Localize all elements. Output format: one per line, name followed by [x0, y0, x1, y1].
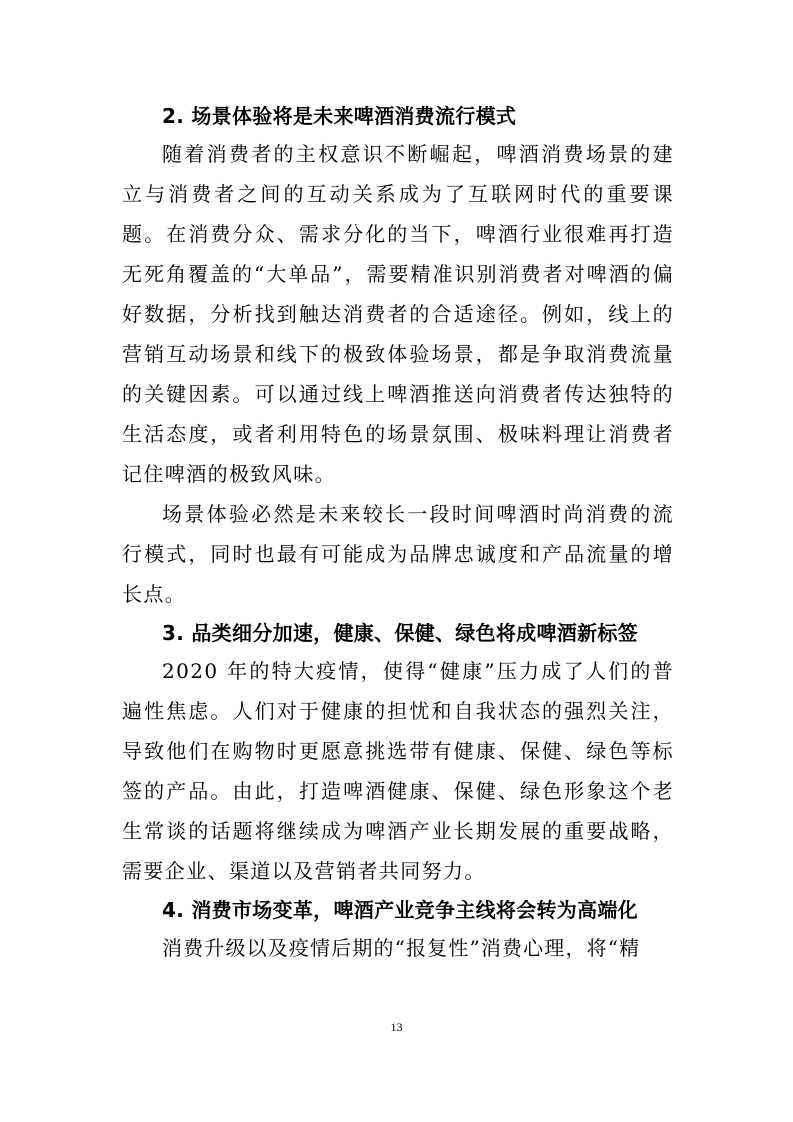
paragraph-category-segmentation-1: 2020 年的特大疫情，使得“健康”压力成了人们的普遍性焦虑。人们对于健康的担忧和自我状态的强烈关注，导致他们在购物时更愿意挑选带有健康、保健、绿色等标签的产品。由此，打造啤酒健康、保健、绿色形象这个老生常谈的话题将继续成为啤酒产业长期发展的重要战略，需要企业、渠道以及营销者共同努力。: [122, 659, 674, 883]
section-heading-category-segmentation: 3. 品类细分加速，健康、保健、绿色将成啤酒新标签: [162, 621, 638, 645]
section-heading-market-change: 4. 消费市场变革，啤酒产业竞争主线将会转为高端化: [162, 898, 638, 922]
paragraph-market-change-1: 消费升级以及疫情后期的“报复性”消费心理，将“精: [162, 936, 641, 960]
paragraph-scene-experience-2: 场景体验必然是未来较长一段时间啤酒时尚消费的流行模式，同时也最有可能成为品牌忠诚度和产品流量的增长点。: [122, 502, 674, 606]
section-heading-scene-experience: 2. 场景体验将是未来啤酒消费流行模式: [162, 104, 517, 128]
document-body: [122, 96, 674, 968]
paragraph-scene-experience-1: 随着消费者的主权意识不断崛起，啤酒消费场景的建立与消费者之间的互动关系成为了互联网时代的重要课题。在消费分众、需求分化的当下，啤酒行业很难再打造无死角覆盖的“大单品”，需要精准识别消费者对啤酒的偏好数据，分析找到触达消费者的合适途径。例如，线上的营销互动场景和线下的极致体验场景，都是争取消费流量的关键因素。可以通过线上啤酒推送向消费者传达独特的生活态度，或者利用特色的场景氛围、极味料理让消费者记住啤酒的极致风味。: [122, 142, 674, 486]
page-number: 13: [390, 1020, 403, 1034]
